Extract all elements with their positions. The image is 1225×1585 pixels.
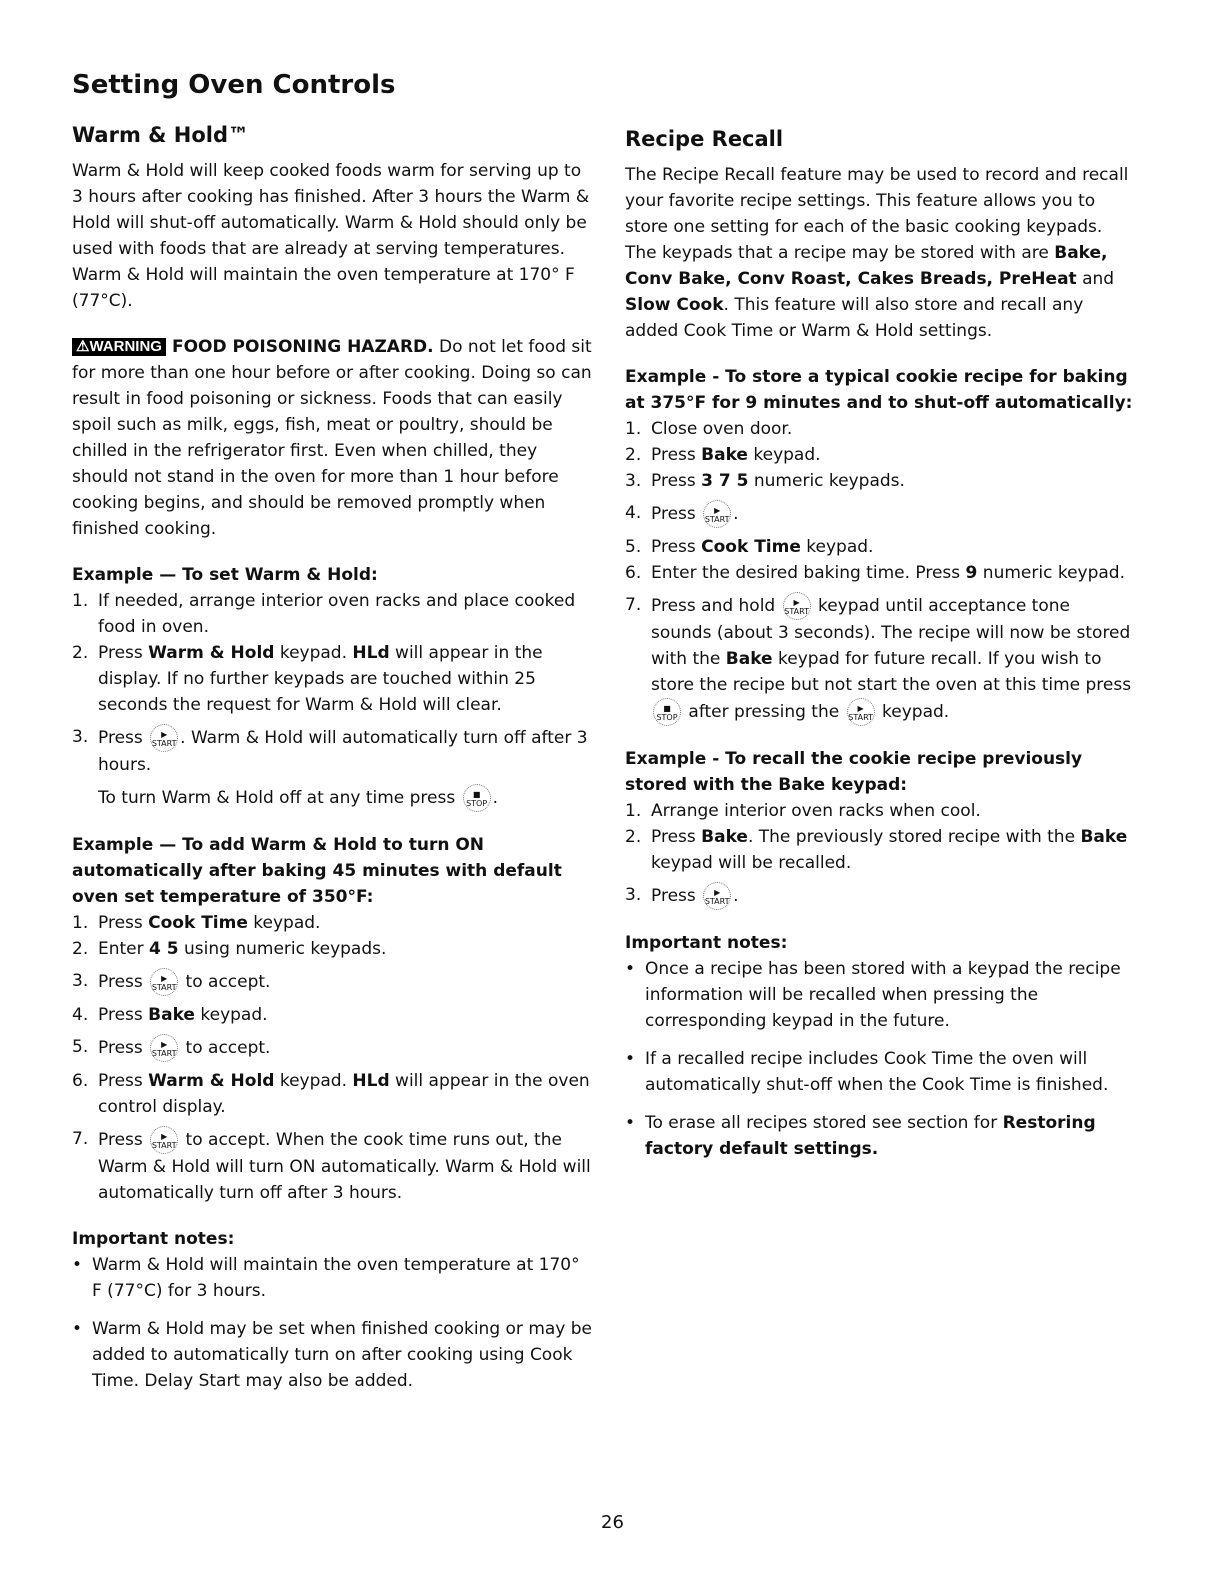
list-item: • If a recalled recipe includes Cook Time the oven will automatically shut-off when the Cook Time is finished. — [625, 1046, 1135, 1098]
steps-list — [625, 416, 1135, 726]
stop-key-icon: ■ STOP — [653, 698, 681, 726]
list-item — [72, 640, 592, 718]
list-item: 1. Press Cook Time keypad. — [72, 913, 321, 933]
list-item: 6. Enter the desired baking time. Press 9 numeric keypad. — [625, 563, 1125, 583]
list-item — [72, 588, 592, 640]
warm-hold-heading: Warm & Hold™ — [72, 123, 249, 147]
page-number: 26 — [601, 1512, 624, 1533]
recipe-recall-column — [625, 120, 1135, 1174]
list-item: 1. Close oven door. — [625, 419, 793, 439]
list-item: 4. Press ▶ START . — [625, 500, 1135, 528]
warning-text: Do not let food sit for more than one hour before or after cooking. Doing so can result in food poisoning or sickness. Foods that can easily spoil such as milk, eggs, fish, meat or poultry, should be chilled in the refrigerator first. Even when chilled, they should not stand in the oven for more than 1 hour before cooking begins, and should be removed promptly when finished cooking. — [72, 337, 592, 539]
page-title: Setting Oven Controls — [72, 70, 396, 100]
start-key-icon: ▶ START — [703, 500, 731, 528]
start-key-icon: ▶ START — [703, 882, 731, 910]
list-item: 2. Press Bake keypad. — [625, 445, 821, 465]
list-item: 2. Enter 4 5 using numeric keypads. — [72, 939, 387, 959]
list-item: 5. Press ▶ START to accept. — [72, 1034, 592, 1062]
steps-list — [72, 910, 592, 1206]
list-item: 1. Arrange interior oven racks when cool. — [625, 801, 981, 821]
recipe-recall-heading: Recipe Recall — [625, 127, 784, 151]
list-item: 5. Press Cook Time keypad. — [625, 537, 874, 557]
stop-key-icon: ■ STOP — [463, 784, 491, 812]
list-item: • Once a recipe has been stored with a keypad the recipe information will be recalled when pressing the corresponding keypad in the future. — [625, 956, 1135, 1034]
notes-list — [625, 956, 1135, 1162]
warning-paragraph — [72, 334, 592, 542]
list-item: 7. Press ▶ START to accept. When the cook time runs out, the Warm & Hold will turn ON automatically. Warm & Hold will automatically turn off after 3 hours. — [72, 1126, 592, 1206]
example-heading: Example - To recall the cookie recipe previously stored with the Bake keypad: — [625, 749, 1083, 795]
step-text: If needed, arrange interior oven racks and place cooked food in oven. — [98, 591, 576, 637]
start-key-icon: ▶ START — [150, 1034, 178, 1062]
start-key-icon: ▶ START — [783, 592, 811, 620]
steps-list — [72, 588, 592, 778]
step-number: 2. — [72, 643, 89, 663]
bullet-icon: • — [72, 1319, 83, 1339]
example-heading: Example - To store a typical cookie recipe for baking at 375°F for 9 minutes and to shut-off automatically: — [625, 367, 1133, 413]
start-key-icon: ▶ START — [150, 968, 178, 996]
list-item: 3. Press 3 7 5 numeric keypads. — [625, 471, 905, 491]
step-number: 1. — [72, 591, 89, 611]
list-item: • Warm & Hold may be set when finished cooking or may be added to automatically turn on after cooking using Cook Time. Delay Start may also be added. — [72, 1316, 592, 1394]
list-item: 2. Press Bake. The previously stored recipe with the Bake keypad will be recalled. — [625, 827, 1128, 873]
start-key-icon: ▶ START — [150, 1126, 178, 1154]
list-item: 4. Press Bake keypad. — [72, 1005, 268, 1025]
example-heading: Example — To add Warm & Hold to turn ON automatically after baking 45 minutes with default oven set temperature of 350°F: — [72, 835, 562, 907]
example-heading: Example — To set Warm & Hold: — [72, 565, 378, 585]
start-key-icon: ▶ START — [150, 724, 178, 752]
list-item: 6. Press Warm & Hold keypad. HLd will appear in the oven control display. — [72, 1071, 590, 1117]
step-number: 3. — [72, 727, 89, 747]
bullet-icon: • — [72, 1255, 83, 1275]
bullet-icon: • — [625, 1049, 636, 1069]
warning-icon: ⚠WARNING — [72, 338, 166, 356]
bullet-icon: • — [625, 1113, 636, 1133]
list-item: • To erase all recipes stored see section for Restoring factory default settings. — [625, 1110, 1135, 1162]
turn-off-note: To turn Warm & Hold off at any time press ■ STOP . — [72, 784, 592, 812]
bullet-icon: • — [625, 959, 636, 979]
warning-title: FOOD POISONING HAZARD. — [171, 337, 434, 357]
list-item — [72, 724, 592, 778]
list-item: • Warm & Hold will maintain the oven temperature at 170° F (77°C) for 3 hours. — [72, 1252, 592, 1304]
list-item: 3. Press ▶ START to accept. — [72, 968, 592, 996]
notes-heading: Important notes: — [625, 933, 788, 953]
recipe-recall-intro: The Recipe Recall feature may be used to record and recall your favorite recipe settings. This feature allows you to store one setting for each of the basic cooking keypads. The keypads that a recipe may be stored with are Bake, Conv Bake, Conv Roast, Cakes Breads, PreHeat and Slow Cook. This feature will also store and recall any added Cook Time or Warm & Hold settings. — [625, 165, 1129, 341]
list-item: 7. Press and hold ▶ START keypad until acceptance tone sounds (about 3 seconds). The recipe will now be stored with the Bake keypad for future recall. If you wish to store the recipe but not start the oven at this time press ■ STOP after pressing the ▶ START keypad. — [625, 592, 1135, 726]
start-key-icon: ▶ START — [847, 698, 875, 726]
warm-hold-column — [72, 120, 592, 1406]
notes-heading: Important notes: — [72, 1229, 235, 1249]
step-text: Press ▶ START . Warm & Hold will automatically turn off after 3 hours. — [98, 724, 592, 778]
notes-list — [72, 1252, 592, 1394]
steps-list — [625, 798, 1135, 910]
list-item: 3. Press ▶ START . — [625, 882, 1135, 910]
warm-hold-intro: Warm & Hold will keep cooked foods warm for serving up to 3 hours after cooking has finished. After 3 hours the Warm & Hold will shut-off automatically. Warm & Hold should only be used with foods that are already at serving temperatures. Warm & Hold will maintain the oven temperature at 170° F (77°C). — [72, 161, 590, 311]
step-text: Press Warm & Hold keypad. HLd will appear in the display. If no further keypads are touched within 25 seconds the request for Warm & Hold will clear. — [98, 643, 543, 715]
